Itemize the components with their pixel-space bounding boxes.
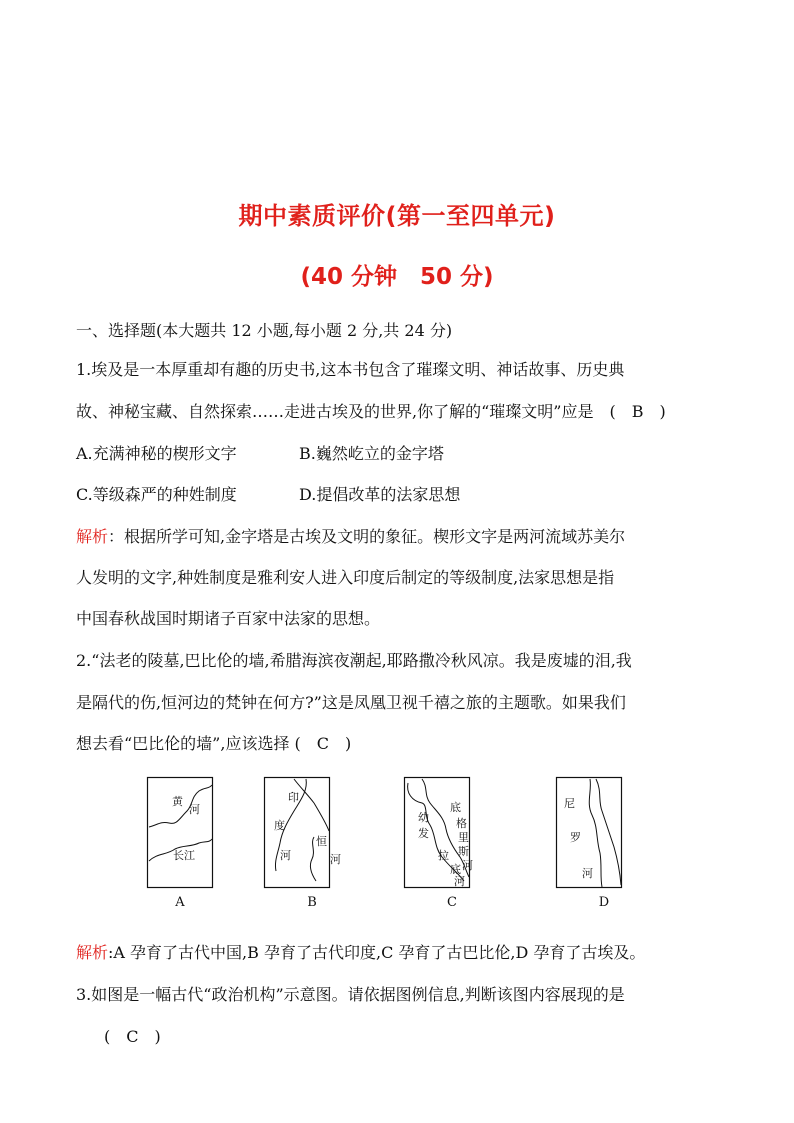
map-d-text3: 河 [582, 867, 593, 880]
analysis-label: 解析 [76, 527, 109, 546]
map-c-text9: 斯 [458, 845, 469, 858]
q3-line2: ( C ) [104, 1027, 161, 1046]
map-d-text2: 罗 [570, 831, 581, 844]
map-a-label: A [175, 895, 185, 910]
q2-line3: 想去看“巴比伦的墙”,应该选择 ( C ) [76, 734, 352, 753]
analysis-text: ：根据所学可知,金字塔是古埃及文明的象征。楔形文字是两河流域苏美尔 [108, 527, 626, 546]
page-title: 期中素质评价(第一至四单元) [238, 202, 556, 230]
map-d-text1: 尼 [564, 797, 575, 810]
map-b-text4: 恒 [316, 835, 327, 848]
map-a-text2: 河 [189, 803, 200, 816]
map-c-text1: 幼 [418, 811, 429, 824]
map-b-text1: 印 [288, 791, 299, 804]
map-d [556, 777, 622, 888]
q1-line2: 故、神秘宝藏、自然探索……走进古埃及的世界,你了解的“璀璨文明”应是 ( B ) [76, 402, 666, 421]
map-b-text2: 度 [274, 819, 285, 832]
q1-option-d: D.提倡改革的法家思想 [299, 485, 461, 504]
q1-analysis-line3: 中国春秋战国时期诸子百家中法家的思想。 [76, 609, 381, 628]
map-c-text4: 底 [450, 863, 461, 876]
map-b-text5: 河 [330, 853, 341, 866]
map-c-text3: 拉 [438, 849, 449, 862]
map-a [147, 777, 213, 888]
map-c-text8: 里 [458, 831, 469, 844]
page-subtitle: (40 分钟 50 分) [300, 264, 494, 290]
section-heading: 一、选择题(本大题共 12 小题,每小题 2 分,共 24 分) [76, 321, 453, 340]
q1-option-c: C.等级森严的种姓制度 [76, 485, 237, 504]
q2-analysis-line1 [76, 940, 645, 963]
map-b-label: B [307, 895, 317, 910]
analysis-text: :A 孕育了古代中国,B 孕育了古代印度,C 孕育了古巴比伦,D 孕育了古埃及。 [108, 943, 646, 962]
q2-line2: 是隔代的伤,恒河边的梵钟在何方?”这是凤凰卫视千禧之旅的主题歌。如果我们 [76, 693, 626, 712]
map-c [404, 777, 473, 888]
map-c-text10: 河 [462, 859, 473, 872]
map-a-text1: 黄 [172, 795, 183, 808]
q1-option-a: A.充满神秘的楔形文字 [76, 444, 237, 463]
q2-line1: 2.“法老的陵墓,巴比伦的墙,希腊海滨夜潮起,耶路撒冷秋风凉。我是废墟的泪,我 [76, 651, 632, 670]
map-d-label: D [598, 895, 610, 910]
q1-line1: 1.埃及是一本厚重却有趣的历史书,这本书包含了璀璨文明、神话故事、历史典 [76, 360, 625, 379]
map-c-text2: 发 [418, 827, 429, 840]
map-c-text5: 河 [454, 875, 465, 888]
map-a-text3: 长江 [173, 849, 195, 862]
analysis-label: 解析 [76, 943, 109, 962]
q1-option-b: B.巍然屹立的金字塔 [299, 444, 444, 463]
q3-line1: 3.如图是一幅古代“政治机构”示意图。请依据图例信息,判断该图内容展现的是 [76, 985, 625, 1004]
map-b-text3: 河 [280, 849, 291, 862]
q1-analysis-line1 [76, 524, 625, 547]
map-c-text7: 格 [456, 817, 467, 830]
map-c-text6: 底 [450, 801, 461, 814]
map-c-label: C [447, 895, 457, 910]
q1-analysis-line2: 人发明的文字,种姓制度是雅利安人进入印度后制定的等级制度,法家思想是指 [76, 568, 615, 587]
map-b [264, 777, 341, 888]
